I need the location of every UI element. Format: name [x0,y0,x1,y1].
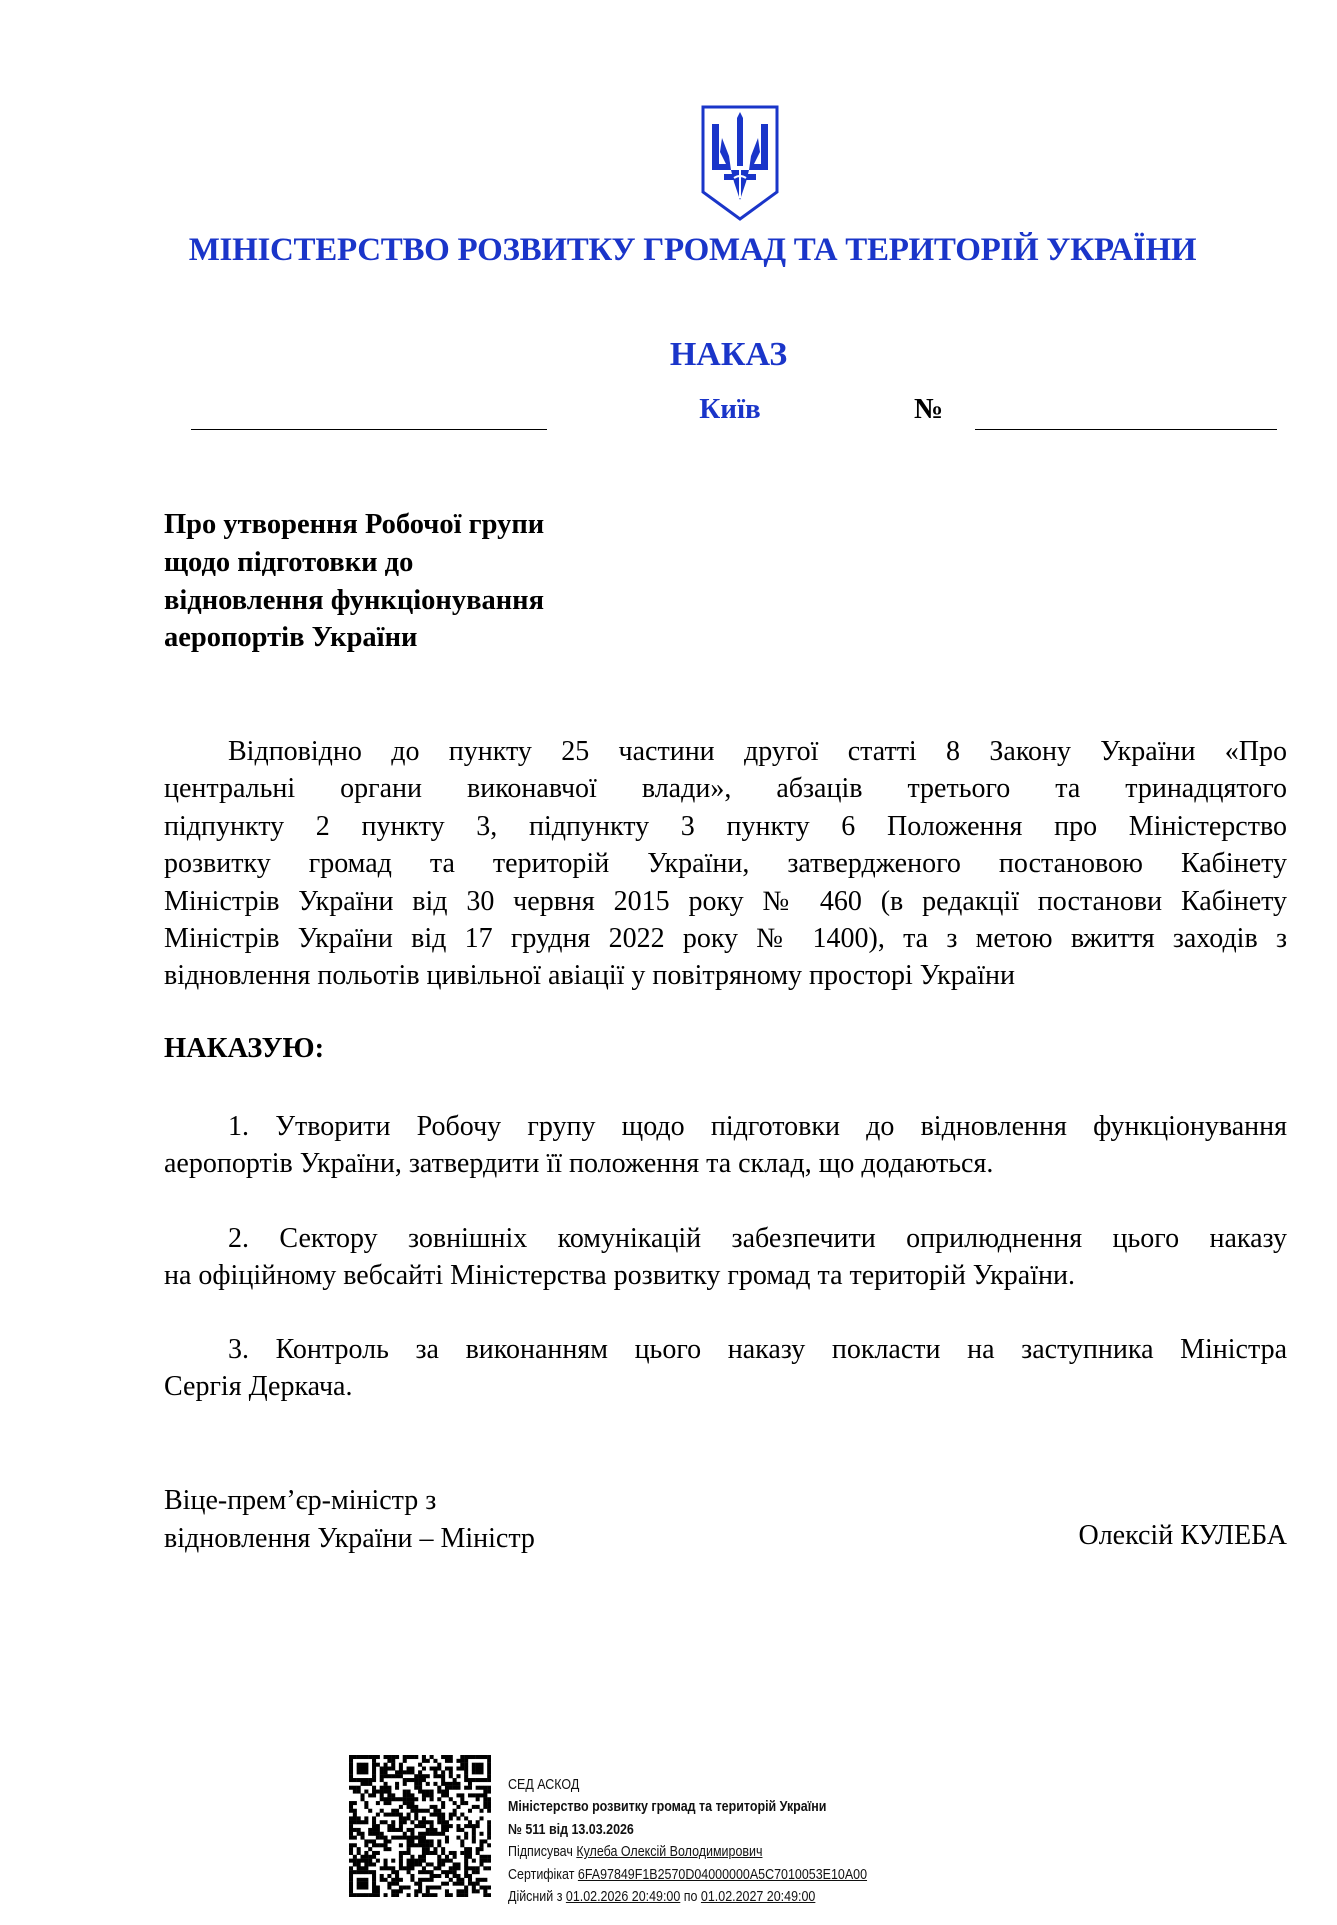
stamp-validity-row [508,1886,867,1908]
position-line: Віце-прем’єр-міністр з [164,1485,437,1516]
item-line: на офіційному вебсайті Міністерства розвитку громад та територій України. [164,1260,1075,1292]
preamble-line: розвитку громад та територій України, затвердженого постановою Кабінету [164,848,1287,880]
subject-line: відновлення функціонування [164,584,544,616]
coat-of-arms-icon [700,104,780,222]
order-item-3 [164,1331,1287,1406]
decree-heading: НАКАЗУЮ: [164,1033,325,1064]
valid-from: 01.02.2026 20:49:00 [565,1889,681,1906]
electronic-signature-stamp [508,1774,867,1908]
preamble-line: підпункту 2 пункту 3, підпункту 3 пункту 6 Положення про Міністерство [164,810,1287,842]
subject-line: аеропортів України [164,622,418,654]
number-blank-line [975,429,1277,430]
preamble-line: центральні органи виконавчої влади», абзаців третього та тринадцятого [164,773,1287,805]
preamble-line: відновлення польотів цивільної авіації у повітряному просторі України [164,960,1015,992]
order-subject [164,506,684,657]
signatory-name: Олексій КУЛЕБА [1078,1520,1287,1551]
signer-label: Підписувач [508,1844,573,1861]
item-line: 2. Сектору зовнішніх комунікацій забезпечити оприлюднення цього наказу [228,1223,1287,1254]
qr-code-icon [349,1755,491,1897]
cert-label: Сертифікат [508,1866,575,1883]
stamp-organization: Міністерство розвитку громад та територій України [508,1799,827,1816]
document-type: НАКАЗ [669,336,788,373]
preamble-line: Міністрів України від 17 грудня 2022 року № 1400), та з метою вжиття заходів з [164,922,1287,954]
stamp-reg-number: № 511 від 13.03.2026 [508,1821,634,1838]
valid-to: 01.02.2027 20:49:00 [700,1889,816,1906]
item-line: Сергія Деркача. [164,1371,353,1403]
signatory-position [164,1482,535,1558]
ministry-name: МІНІСТЕРСТВО РОЗВИТКУ ГРОМАД ТА ТЕРИТОРІЙ УКРАЇНИ [188,232,1197,268]
number-sign: № [914,393,944,425]
order-item-1 [164,1108,1287,1183]
stamp-system: СЕД АСКОД [508,1777,580,1793]
valid-label: Дійсний з [508,1889,563,1906]
position-line: відновлення України – Міністр [164,1523,535,1554]
city: Київ [699,393,761,425]
stamp-signer-row [508,1841,867,1863]
cert-id: 6FA97849F1B2570D04000000A5C7010053E10A00 [577,1866,868,1883]
preamble-paragraph [164,733,1287,995]
item-line: аеропортів України, затвердити її положення та склад, що додаються. [164,1148,994,1180]
date-blank-line [191,429,547,430]
preamble-line: Міністрів України від 30 червня 2015 року № 460 (в редакції постанови Кабінету [164,885,1287,917]
subject-line: Про утворення Робочої групи [164,509,545,540]
stamp-cert-row [508,1864,867,1886]
signer-name: Кулеба Олексій Володимирович [576,1844,763,1861]
valid-sep: по [683,1889,698,1906]
item-line: 3. Контроль за виконанням цього наказу покласти на заступника Міністра [228,1334,1287,1365]
preamble-line: Відповідно до пункту 25 частини другої статті 8 Закону України «Про [228,736,1287,767]
order-item-2 [164,1220,1287,1295]
item-line: 1. Утворити Робочу групу щодо підготовки до відновлення функціонування [228,1111,1287,1142]
subject-line: щодо підготовки до [164,546,414,578]
